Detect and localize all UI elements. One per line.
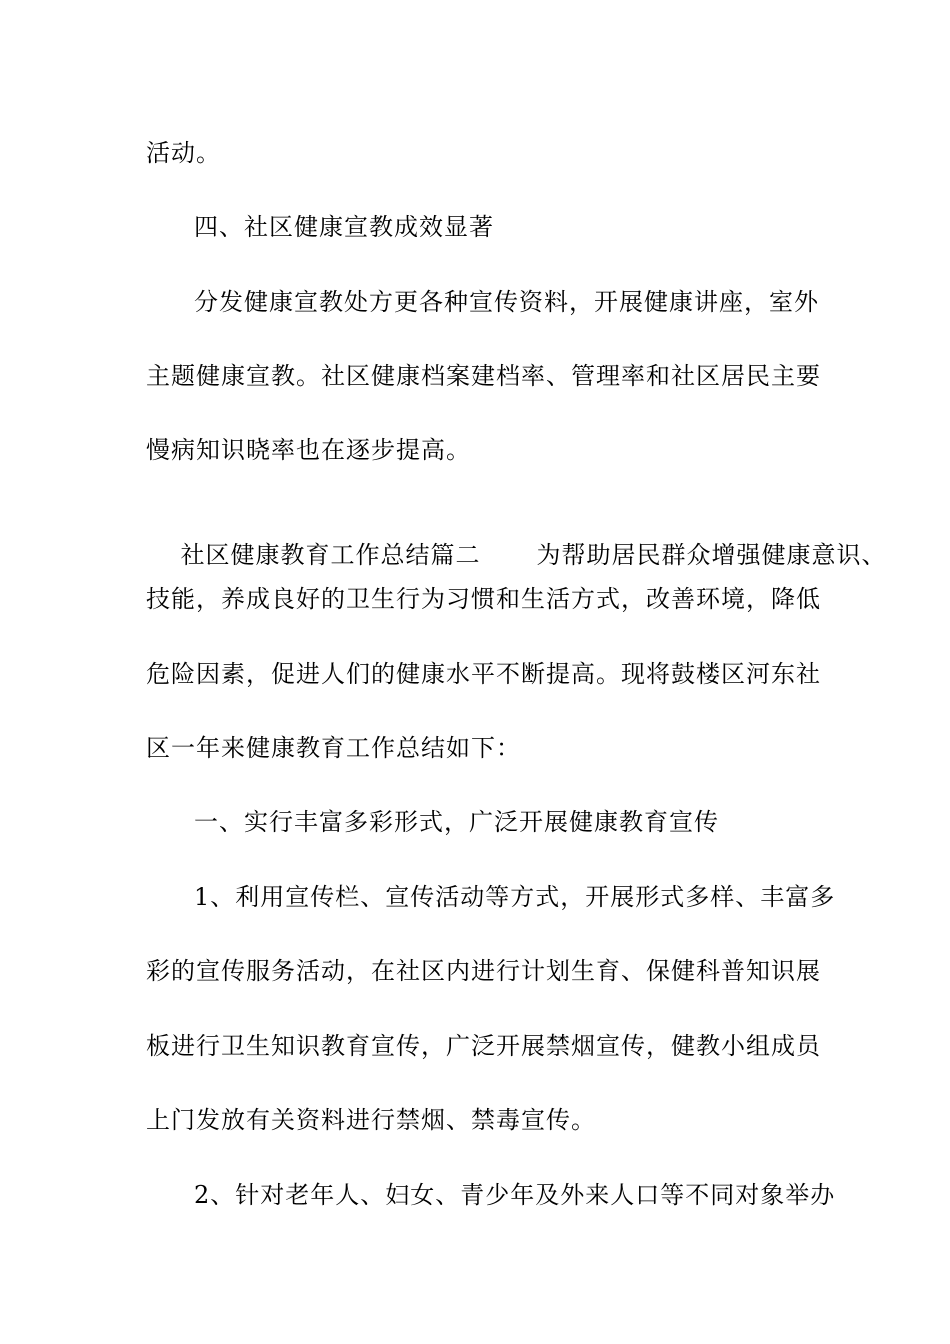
paragraph-line: 为帮助居民群众增强健康意识、 — [536, 541, 887, 569]
paragraph-line: 板进行卫生知识教育宣传，广泛开展禁烟宣传，健教小组成员 — [146, 1032, 821, 1060]
paragraph-line: 慢病知识晓率也在逐步提高。 — [146, 436, 471, 464]
paragraph-line: 分发健康宣教处方更各种宣传资料，开展健康讲座，室外 — [194, 288, 819, 316]
paragraph-line: 活动。 — [146, 139, 221, 167]
paragraph-line: 2、针对老年人、妇女、青少年及外来人口等不同对象举办 — [194, 1181, 836, 1209]
section-heading-1: 一、实行丰富多彩形式，广泛开展健康教育宣传 — [194, 808, 719, 836]
paragraph-line: 区一年来健康教育工作总结如下： — [146, 734, 521, 762]
paragraph-line: 主题健康宣教。社区健康档案建档率、管理率和社区居民主要 — [146, 362, 821, 390]
paragraph-line: 1、利用宣传栏、宣传活动等方式，开展形式多样、丰富多 — [194, 883, 836, 911]
paragraph-line: 上门发放有关资料进行禁烟、禁毒宣传。 — [146, 1106, 596, 1134]
paragraph-line: 彩的宣传服务活动，在社区内进行计划生育、保健科普知识展 — [146, 957, 821, 985]
paragraph-line: 技能，养成良好的卫生行为习惯和生活方式，改善环境，降低 — [146, 585, 821, 613]
section-heading-4: 四、社区健康宣教成效显著 — [194, 213, 494, 241]
paragraph-line: 危险因素，促进人们的健康水平不断提高。现将鼓楼区河东社 — [146, 660, 821, 688]
article-title: 社区健康教育工作总结篇二 — [180, 541, 481, 569]
